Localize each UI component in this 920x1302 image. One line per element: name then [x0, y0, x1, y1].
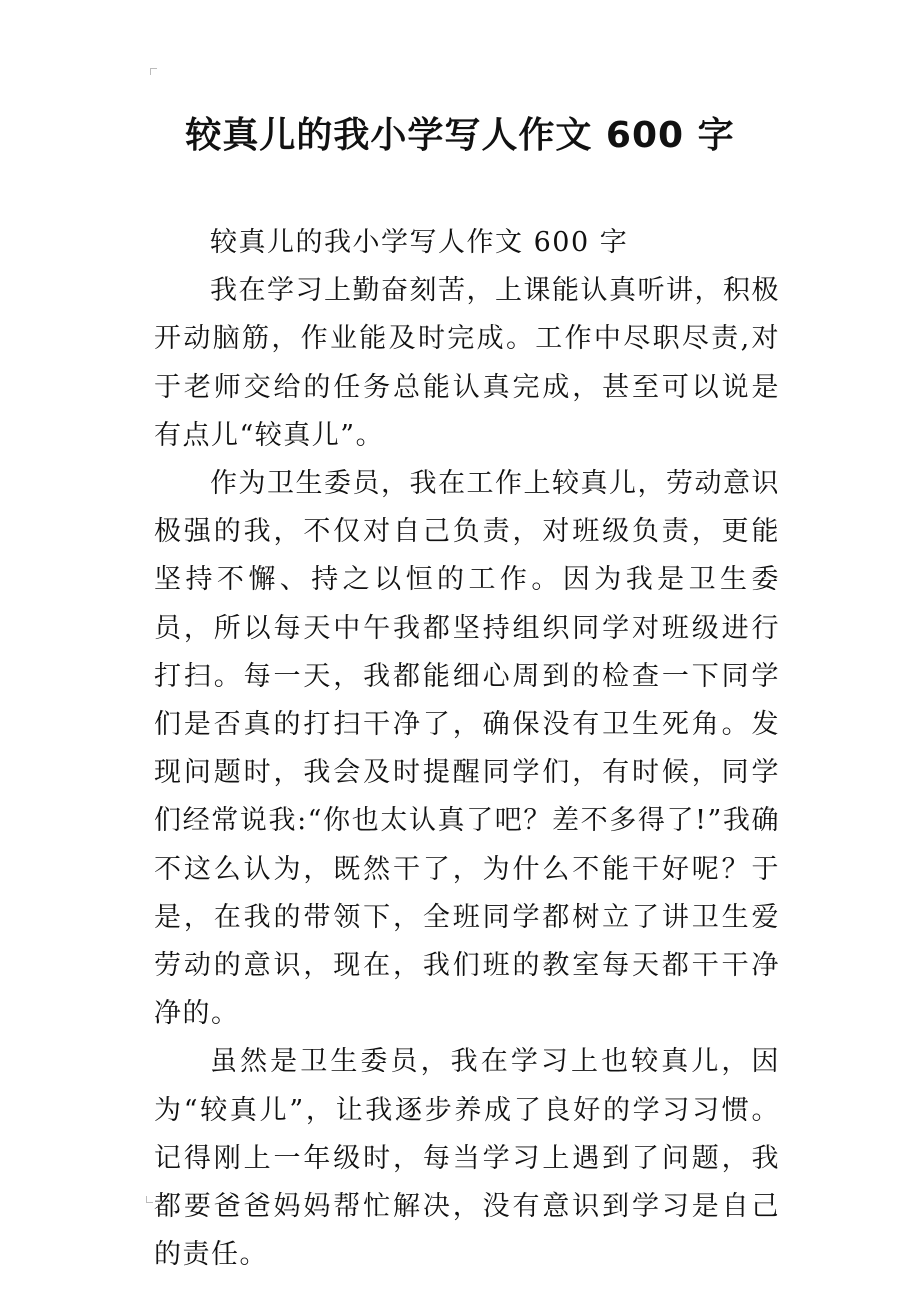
body-paragraph-1: 我在学习上勤奋刻苦，上课能认真听讲，积极开动脑筋，作业能及时完成。工作中尽职尽责,对于老师交给的任务总能认真完成，甚至可以说是有点儿“较真儿”。 — [154, 275, 780, 451]
body-paragraph-3: 虽然是卫生委员，我在学习上也较真儿，因为“较真儿”，让我逐步养成了良好的学习习惯。记得刚上一年级时，每当学习上遇到了问题，我都要爸爸妈妈帮忙解决，没有意识到学习是自己的责任。 — [154, 1046, 780, 1271]
subtitle-paragraph: 较真儿的我小学写人作文 600 字 — [210, 227, 629, 258]
corner-mark-top-left — [150, 68, 157, 75]
corner-mark-bottom-left — [146, 1196, 153, 1203]
document-title: 较真儿的我小学写人作文 600 字 — [185, 115, 735, 156]
body-paragraph-2: 作为卫生委员，我在工作上较真儿，劳动意识极强的我，不仅对自己负责，对班级负责，更能坚持不懈、持之以恒的工作。因为我是卫生委员，所以每天中午我都坚持组织同学对班级进行打扫。每一天，我都能细心周到的检查一下同学们是否真的打扫干净了，确保没有卫生死角。发现问题时，我会及时提醒同学们，有时候，同学们经常说我:“你也太认真了吧？差不多得了!”我确不这么认为，既然干了，为什么不能干好呢？于是，在我的带领下，全班同学都树立了讲卫生爱劳动的意识，现在，我们班的教室每天都干干净净的。 — [154, 468, 780, 1030]
document-body — [154, 219, 780, 1279]
